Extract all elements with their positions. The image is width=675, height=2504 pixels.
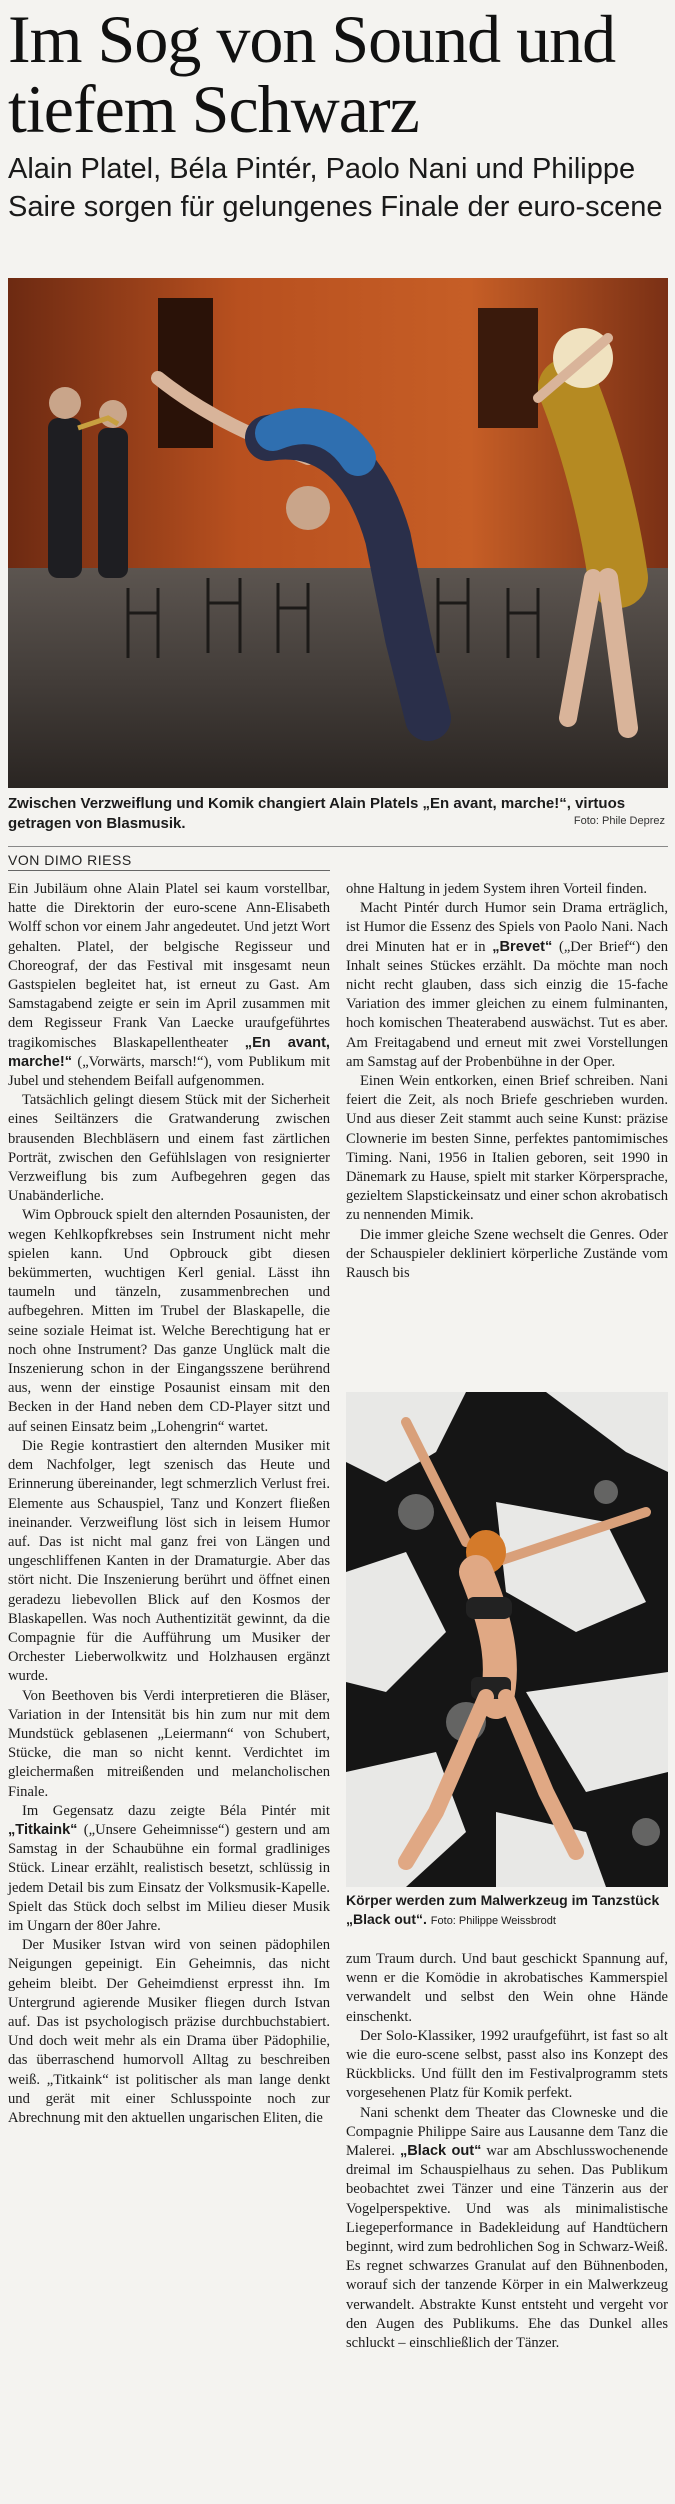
article-column-left [8,880,330,2490]
photo-caption [346,1891,668,1931]
paragraph: Im Gegensatz dazu zeigte Béla Pintér mit „Titkaink“ („Unsere Geheimnisse“) gestern und am Samstag in der Schaubühne ein formal gradliniges Stück. Linear erzählt, realistisch besetzt, schlüssig in jedem Detail bis zum Einsatz der Volksmusik-Kapelle. Spielt das Stück doch selbst im Milieu dieser Musik im Ungarn der 80er Jahre. [8,1802,330,1934]
photo-credit: Foto: Philippe Weissbrodt [430,1915,556,1927]
article-column-right-top [346,880,668,1386]
byline-divider [8,870,330,871]
paragraph: Der Solo-Klassiker, 1992 uraufgeführt, ist fast so alt wie die euro-scene selbst, passt also ins Konzept des Rückblicks. Und füllt den im Festivalprogramm stets vorgesehenen Platz für Komik perfekt. [346,2027,668,2102]
paragraph: Nani schenkt dem Theater das Clowneske und die Compagnie Philippe Saire aus Lausanne dem Tanz die Malerei. „Black out“ war am Abschlusswochenende dreimal im Schauspielhaus zu sehen. Das Publikum beobachtet zwei Tänzer und eine Tänzerin aus der Vogelperspektive. Und was als minimalistische Liegeperformance in Badekleidung auf Handtüchern beginnt, wird zum bedrohlichen Sog in Schwarz-Weiß. Es regnet schwarzes Granulat auf den Bühnenboden, worauf sich der tanzende Körper in ein Malwerkzeug verwandelt. Abstrakte Kunst entsteht und vergeht vor den Augen des Publikums. Ehe das Dunkel alles schluckt – einschließlich der Tänzer. [346,2104,668,2352]
paragraph: Tatsächlich gelingt diesem Stück mit der Sicherheit eines Seiltänzers die Gratwanderung zwischen brausenden Blechbläsern und einem fast zärtlichen Porträt, zwischen den Gefühlslagen von resignierter Verzweiflung bis zum Aufbegehren gegen das Unabänderliche. [8,1092,330,1205]
dance-photo [346,1392,668,1887]
photo-credit: Foto: Phile Deprez [573,815,665,827]
article-column-right-bottom [346,1950,668,2498]
stage-photo [8,278,668,788]
subheadline: Alain Platel, Béla Pintér, Paolo Nani und Philippe Saire sorgen für gelungenes Finale der euro-scene [8,153,663,223]
paragraph: Macht Pintér durch Humor sein Drama erträglich, ist Humor die Essenz des Spiels von Paolo Nani. Nach drei Minuten hat er in „Brevet“ („Der Brief“) den Inhalt seines Stückes erzählt. Da möchte man noch nicht recht glauben, dass sich einzig die 15-fache Variation des immer gleichen zu einem fulminanten, hoch komischen Theaterabend auswächst. Tut es aber. Am Freitagabend und erneut mit zwei Vorstellungen am Samstag auf der Probenbühne in der Oper. [346,900,668,1070]
paragraph: Einen Wein entkorken, einen Brief schreiben. Nani feiert die Zeit, als noch Briefe geschrieben wurden. Und aus dieser Zeit stammt auch seine Kunst: präzise Clownerie im besten Sinne, perfektes pantomimisches Timing. Nani, 1956 in Italien geboren, seit 1990 in Dänemark zu Hause, spielt mit starker Körpersprache, gezieltem Slapstickeinsatz und einer schon akrobatisch zu nennenden Mimik. [346,1073,668,1224]
caption-text: Zwischen Verzweiflung und Komik changiert Alain Platels „En avant, marche!“, virtuos getragen von Blasmusik. [8,795,626,832]
paragraph: Der Musiker Istvan wird von seinen pädophilen Neigungen gepeinigt. Ein Geheimnis, das nicht geheim bleibt. Der Geheimdienst erpresst ihn. Im Untergrund agierende Musiker fliegen durch Istvan auf. Das ist psychologisch präzise durchbuchstabiert. Und doch weit mehr als ein Drama über Pädophilie, das überraschend humorvoll Alltag zu beschreiben weiß. „Titkaink“ ist politischer als man lange denkt und gerät mit einer Schlusspointe noch zur Abrechnung mit den aktuellen ungarischen Eliten, die [8,1937,330,2126]
paragraph: Von Beethoven bis Verdi interpretieren die Bläser, Variation in der Intensität bis hin zum nur mit dem Mundstück geblasenen „Leiermann“ von Schubert, Stücke, die man so nicht kennt. Verdichtet im gleichermaßen mitreißenden und melancholischen Finale. [8,1687,330,1800]
paragraph: Wim Opbrouck spielt den alternden Posaunisten, der wegen Kehlkopfkrebses sein Instrument nicht mehr spielen kann. Und Opbrouck gibt diesen bekümmerten, wuchtigen Kerl genial. Lässt ihn taumeln und tänzeln, zusammenbrechen und aufbegehren. Mitten im Trubel der Blaskapelle, die seine soziale Heimat ist. Welche Berechtigung hat er noch ohne Instrument? Das ganze Unglück malt die Inszenierung schon in der Eingangsszene berührend aus, wenn der einstige Posaunist einsam mit den Becken in der Hand neben dem CD-Player sitzt und auf seinen Einsatz beim „Lohengrin“ wartet. [8,1207,330,1435]
paragraph: Die immer gleiche Szene wechselt die Genres. Oder der Schauspieler dekliniert körperliche Zustände vom Rausch bis [346,1226,668,1282]
paragraph: Ein Jubiläum ohne Alain Platel sei kaum vorstellbar, hatte die Direktorin der euro-scene Ann-Elisabeth Wolff schon vor einem Jahr angedeutet. Und jetzt Wort gehalten. Platel, der belgische Regisseur und Choreograf, der das Festival mit insgesamt neun Gastspielen begleitet hat, ist erneut zu Gast. Am Samstagabend zeigte er sein im April zusammen mit dem Regisseur Frank Van Laecke uraufgeführtes tragikomisches Blaskapellentheater „En avant, marche!“ („Vorwärts, marsch!“), vom Publikum mit Jubel und stehendem Beifall aufgenommen. [8,881,330,1090]
headline: Im Sog von Sound und tiefem Schwarz [8,1,616,147]
photo-caption [8,794,668,834]
caption-text: Körper werden zum Malwerkzeug im Tanzstück „Black out“. [346,1892,660,1927]
paragraph: zum Traum durch. Und baut geschickt Spannung auf, wenn er die Komödie in akrobatisches Kammerspiel verwandelt und selbst den Wein ohne Hände einschenkt. [346,1951,668,2025]
paragraph: Die Regie kontrastiert den alternden Musiker mit dem Nachfolger, legt szenisch das Heute und Erinnerung übereinander, legt schmerzlich Verlust frei. Elemente aus Schauspiel, Tanz und Konzert fließen ineinander. Verzweiflung löst sich in leisem Humor auf. Das ist nicht mal ganz frei von Längen und ungeschliffenen Kanten in der Dramaturgie. Aber das stört nicht. Die Inszenierung berührt und öffnet einen geradezu liebevollen Blick auf den Kosmos der Blaskapellen. Was noch Authentizität gewinnt, da die Compagnie für die Aufführung um Musiker der Orchester Lieberwolkwitz und Holzhausen ergänzt wurde. [8,1437,330,1685]
divider [8,846,668,847]
paragraph: ohne Haltung in jedem System ihren Vorteil finden. [346,881,648,897]
byline: VON DIMO RIESS [8,852,132,868]
